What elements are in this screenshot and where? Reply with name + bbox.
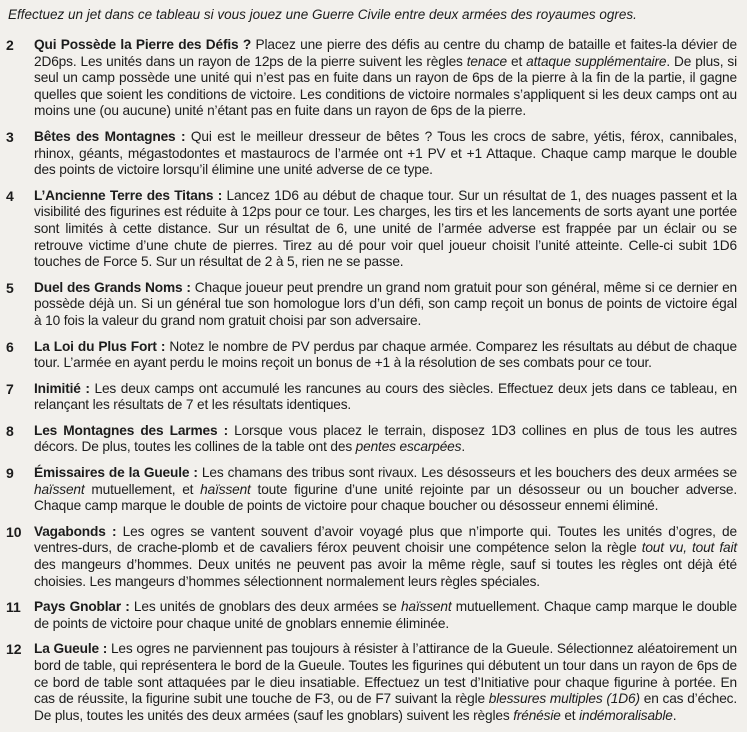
entry-body [34,129,737,179]
entry-body [34,524,737,590]
entry-body [34,423,737,456]
entry-text: Notez le nombre de PV perdus par chaque armée. Comparez les résultats au début de chaque tour. L’armée en ayant perdu le moins reçoit un bonus de +1 à la résolution de ses combats pour ce tour. [34,338,737,371]
table-entry [4,641,737,724]
entry-text: Les unités de gnoblars des deux armées se [129,599,401,615]
entry-text: Les deux camps ont accumulé les rancunes au cours des siècles. Effectuez deux jets dans ce tableau, en relançant les résultats de 7 et les résultats identiques. [34,380,738,413]
entry-number: 6 [6,338,14,355]
entry-rule-term: haïssent [400,599,452,615]
entry-rule-term: haïssent [34,481,85,497]
table-entry [4,599,737,632]
entry-text: Placez une pierre des défis au centre du champ de bataille et faites-la dévier de 2D6ps. Les unités dans un rayon de 12ps de la pierre suivent les règles [34,37,738,69]
entry-text: . De plus, si seul un camp possède une unité qui n’est pas en fuite dans un rayon de 6ps de la pierre à la fin de la partie, il gagne quelles que soient les conditions de victoire. Les conditions de victoire normales s’appliquent si les deux camps ont au moins une (ou aucune) unité n’étant pas en fuite dans un rayon de 6ps de la pierre. [34,53,738,119]
entry-number: 2 [6,37,14,53]
entry-title: Pays Gnoblar : [34,599,130,615]
entry-text: Chaque joueur peut prendre un grand nom gratuit pour son général, même si ce dernier en possède déjà un. Si un général tue son homologue lors d’un défi, son camp reçoit un bonus de points de victoire égal à 10 fois la valeur du grand nom gratuit choisi par son adversaire. [34,279,737,328]
entry-number: 12 [6,641,22,658]
entry-text: toute figurine d’une unité rejointe par un désosseur ou un boucher adverse. Chaque camp marque le double de points de victoire pour chaque boucher ou désosseur ennemi éliminé. [34,481,738,514]
entry-text: des mangeurs d’hommes. Deux unités ne peuvent pas avoir la même règle, sauf si toutes les règles ont déjà été choisies. Les mangeurs d’hommes sélectionnent normalement leurs règles spéciales. [34,557,737,589]
entry-text: . [461,439,465,455]
entry-text: en cas d’échec. De plus, toutes les unités des deux armées (sauf les gnoblars) suivent les règles [34,691,738,723]
entry-text: . [672,707,677,723]
entry-number: 8 [6,422,14,439]
entry-number: 5 [6,279,14,296]
table-entry [4,381,737,414]
table-entry [4,465,737,515]
entry-body [34,37,737,120]
table-entry [4,129,737,179]
table-entry [4,524,737,590]
entry-rule-term: pentes escarpées [355,439,462,455]
entry-text: Les ogres ne parviennent pas toujours à résister à l’attirance de la Gueule. Sélectionnez aléatoirement un bord de table, qui représentera le bord de la Gueule. Toutes les figurines qui débutent un tour dans un rayon de 6ps de ce bord de table sont attaquées par le dieu insatiable. Effectuez un test d’Initiative pour chaque figurine à portée. En cas de réussite, la figurine subit une touche de F3, ou de F7 suivant la règle [34,641,737,707]
entry-title: Duel des Grands Noms : [34,279,191,295]
entry-body [34,599,737,632]
entry-number: 10 [6,523,22,540]
entry-title: Les Montagnes des Larmes : [34,422,228,438]
entry-title: Inimitié : [34,380,90,396]
table-entry [4,188,737,271]
entry-body [34,188,737,271]
entry-text: mutuellement, et [84,481,201,497]
entry-text: Qui est le meilleur dresseur de bêtes ? Tous les crocs de sabre, yétis, férox, cannibales, rhinox, géants, mégastodontes et mastaurocs de l’armée ont +1 PV et +1 Attaque. Chaque camp marque le double des points de victoire lorsqu’il élimine une unité adverse de ce type. [34,128,737,178]
entry-body [34,280,737,330]
entry-body [34,381,737,414]
entry-number: 4 [6,187,14,204]
entry-title: L’Ancienne Terre des Titans : [34,187,223,203]
table-entry [4,423,737,456]
entry-rule-term: blessures multiples (1D6) [488,691,640,707]
entry-title: La Gueule : [34,641,108,657]
entry-rule-term: indémoralisable [579,707,673,723]
entry-text: Les chamans des tribus sont rivaux. Les désosseurs et les bouchers des deux armées se [197,465,737,481]
entry-number: 3 [6,128,14,145]
entry-rule-term: tout vu, tout fait [641,540,737,556]
entry-title: Vagabonds : [34,523,117,539]
entry-title: La Loi du Plus Fort : [34,338,166,354]
entry-text: mutuellement. Chaque camp marque le double de points de victoire pour chaque unité de gnoblars ennemie éliminée. [34,599,737,631]
entry-rule-term: attaque supplémentaire [526,53,667,69]
entry-rule-term: tenace [466,53,507,69]
entry-text: Les ogres se vantent souvent d’avoir voyagé plus que n’importe qui. Toutes les unités d’ogres, de ventres-durs, de crache-plomb et de cavaliers férox peuvent choisir une compétence selon la règle [34,523,737,556]
entry-title: Émissaires de la Gueule : [34,465,198,481]
results-table [4,37,737,724]
table-entry [4,280,737,330]
entry-number: 9 [6,465,14,482]
entry-body [34,465,737,515]
entry-text: et [560,707,580,723]
entry-number: 7 [6,380,14,397]
entry-text: et [506,53,527,69]
entry-text: Lorsque vous placez le terrain, disposez 1D3 collines en plus de tous les autres décors. De plus, toutes les collines de la table ont des [34,422,738,455]
intro-text: Effectuez un jet dans ce tableau si vous jouez une Guerre Civile entre deux armées des royaumes ogres. [8,7,637,22]
entry-body [34,339,737,372]
table-entry [4,37,737,120]
entry-title: Bêtes des Montagnes : [34,128,186,144]
entry-number: 11 [6,599,21,616]
table-entry [4,339,737,372]
entry-title: Qui Possède la Pierre des Défis ? [34,37,252,52]
entry-body [34,641,737,724]
entry-rule-term: haïssent [200,481,251,497]
entry-rule-term: frénésie [513,707,561,723]
entry-text: Lancez 1D6 au début de chaque tour. Sur un résultat de 1, des nuages passent et la visibilité des figurines est réduite à 12ps pour ce tour. Les charges, les tirs et les lancements de sorts ayant une portée sont limités à cette distance. Sur un résultat de 6, une unité de l’armée adverse est frappée par un éclair ou se retrouve victime d’une chute de pierres. Tirez au dé pour voir quel joueur choisit l’unité atteinte. Celle-ci subit 1D6 touches de Force 5. Sur un résultat de 2 à 5, rien ne se passe. [34,187,737,270]
